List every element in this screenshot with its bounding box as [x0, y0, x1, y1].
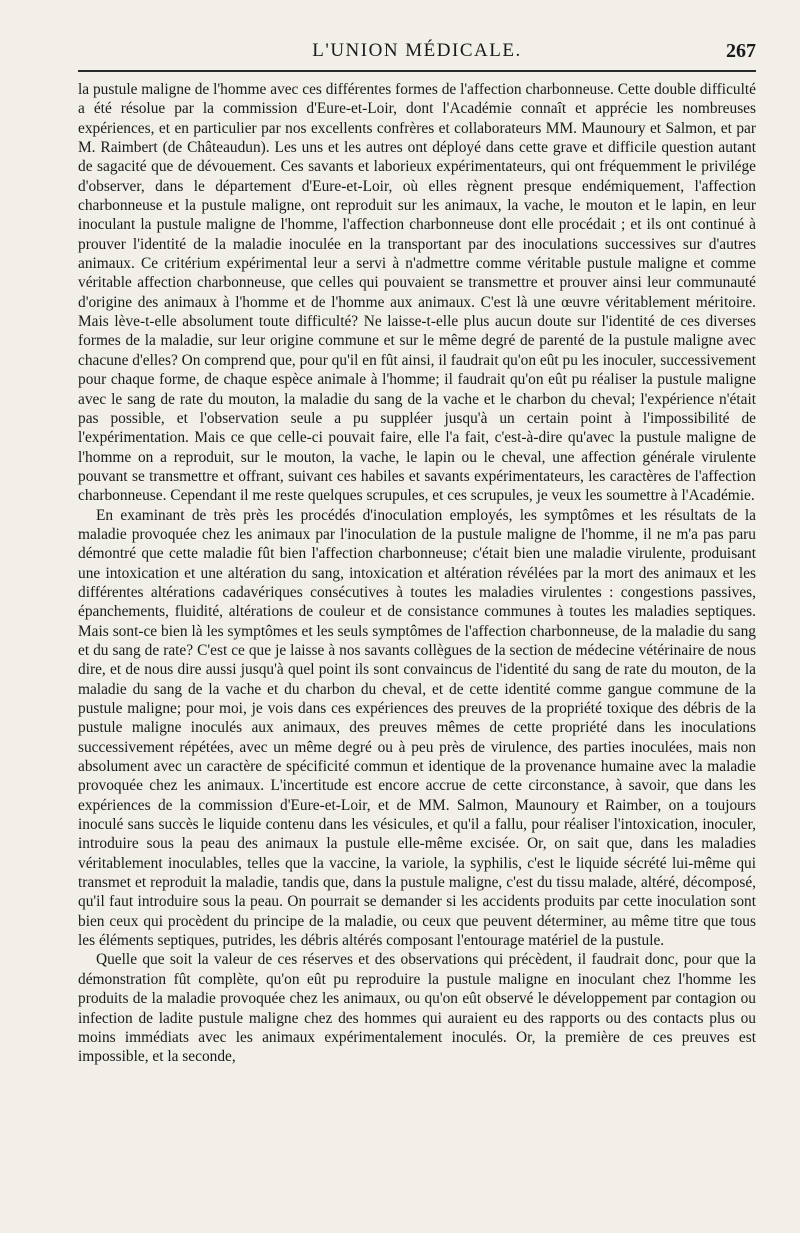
paragraph: En examinant de très près les procédés d'inoculation employés, les symptômes et les résultats de la maladie provoquée chez les animaux par l'inoculation de la pustule maligne de l'homme, il ne m'a pas paru démontré que cette maladie fût bien l'affection charbonneuse; c'était bien une maladie virulente, produisant une intoxication et une altération du sang, intoxication et altération révélées par la mort des animaux et les différentes altérations cadavériques consécutives à toutes les maladies virulentes : congestions passives, épanchements, fluidité, altérations de couleur et de consistance communes à toutes les maladies septiques. Mais sont-ce bien là les symptômes et les seuls symptômes de l'affection charbonneuse, de la maladie du sang et du sang de rate? C'est ce que je laisse à nos savants collègues de la section de médecine vétérinaire de nous dire, et de nous dire aussi jusqu'à quel point ils sont convaincus de l'identité du sang de rate du mouton, de la maladie du sang de la vache et du charbon du cheval, et de cette identité comme gangue commune de la pustule maligne; pour moi, je vois dans ces expériences des preuves de la propriété toxique des débris de la pustule maligne inoculés aux animaux, des preuves mêmes de cette propriété dans les inoculations successivement répétées, avec un même degré ou à peu près de virulence, des parties inoculées, mais non absolument avec un caractère de spécificité commun et identique de la provenance humaine avec la maladie provoquée chez les animaux. L'incertitude est encore accrue de cette circonstance, à savoir, que dans les expériences de la commission d'Eure-et-Loir, et de MM. Salmon, Maunoury et Raimber, on a toujours inoculé sans succès le liquide contenu dans les vésicules, et qu'il a fallu, pour réaliser l'intoxication, inoculer, introduire sous la peau des animaux la pustule elle-même excisée. Or, on sait que, dans les maladies véritablement inoculables, telles que la vaccine, la variole, la syphilis, c'est le liquide sécrété lui-même qui transmet et reproduit la maladie, tandis que, dans la pustule maligne, c'est du tissu malade, altéré, décomposé, qu'il faut introduire sous la peau. On pourrait se demander si les accidents produits par cette inoculation sont bien ceux qui procèdent du principe de la maladie, ou ceux que peuvent déterminer, au même titre que tous les éléments septiques, putrides, les débris altérés composant l'entourage matériel de la pustule.	[78, 506, 756, 950]
paragraph: la pustule maligne de l'homme avec ces différentes formes de l'affection charbonneuse. Cette double difficulté a été résolue par la commission d'Eure-et-Loir, dont l'Académie connaît et apprécie les nombreuses expériences, et en particulier par nos excellents confrères et collaborateurs MM. Maunoury et Salmon, et par M. Raimbert (de Châteaudun). Les uns et les autres ont déployé dans cette grave et difficile question autant de sagacité que de dévouement. Ces savants et laborieux expérimentateurs, qui ont fréquemment le privilége d'observer, dans le département d'Eure-et-Loir, où elles règnent presque endémiquement, l'affection charbonneuse et la pustule maligne, ont reproduit sur les animaux, la vache, le mouton et le lapin, en leur inoculant la pustule maligne de l'homme, l'affection charbonneuse dont elle procédait ; et ils ont continué à prouver l'identité de la maladie inoculée en la transportant par des inoculations successives sur d'autres animaux. Ce critérium expérimental leur a servi à n'admettre comme véritable pustule maligne et comme véritable affection charbonneuse, que celles qui pouvaient se transmettre et prouver ainsi leur communauté d'origine des animaux à l'homme et de l'homme aux animaux. C'est là une œuvre véritablement méritoire. Mais lève-t-elle absolument toute difficulté? Ne laisse-t-elle plus aucun doute sur l'identité de ces diverses formes de la maladie, sur leur origine commune et sur le même degré de parenté de la pustule maligne avec chacune d'elles? On comprend que, pour qu'il en fût ainsi, il faudrait qu'on eût pu les inoculer, successivement pour chaque forme, de chaque espèce animale à l'homme; il faudrait qu'on eût pu réaliser la pustule maligne avec le sang de rate du mouton, la maladie du sang de la vache et le charbon du cheval; l'expérience n'était pas possible, et l'observation seule a pu suppléer jusqu'à un certain point à l'impossibilité de l'expérimentation. Mais ce que celle-ci pouvait faire, elle l'a fait, c'est-à-dire qu'avec la pustule maligne de l'homme on a reproduit, sur le mouton, la vache, le lapin ou le cheval, une affection générale virulente pouvant se transmettre et offrant, suivant ces habiles et savants expérimentateurs, les caractères de l'affection charbonneuse. Cependant il me reste quelques scrupules, et ces scrupules, je veux les soumettre à l'Académie.	[78, 81, 756, 505]
page-number: 267	[726, 40, 756, 62]
paragraph: Quelle que soit la valeur de ces réserves et des observations qui précèdent, il faudrait donc, pour que la démonstration fût complète, qu'on eût pu reproduire la pustule maligne en inoculant chez l'homme les produits de la maladie provoquée chez les animaux, ou qu'on eût observé le développement par contagion ou infection de ladite pustule maligne chez des hommes qui auraient eu des rapports ou des contacts plus ou moins immédiats avec les animaux expérimentalement inoculés. Or, la première de ces preuves est impossible, et la seconde,	[78, 951, 756, 1066]
running-head: L'UNION MÉDICALE.	[312, 40, 522, 61]
page-header	[78, 40, 756, 72]
article-body	[78, 80, 756, 1067]
